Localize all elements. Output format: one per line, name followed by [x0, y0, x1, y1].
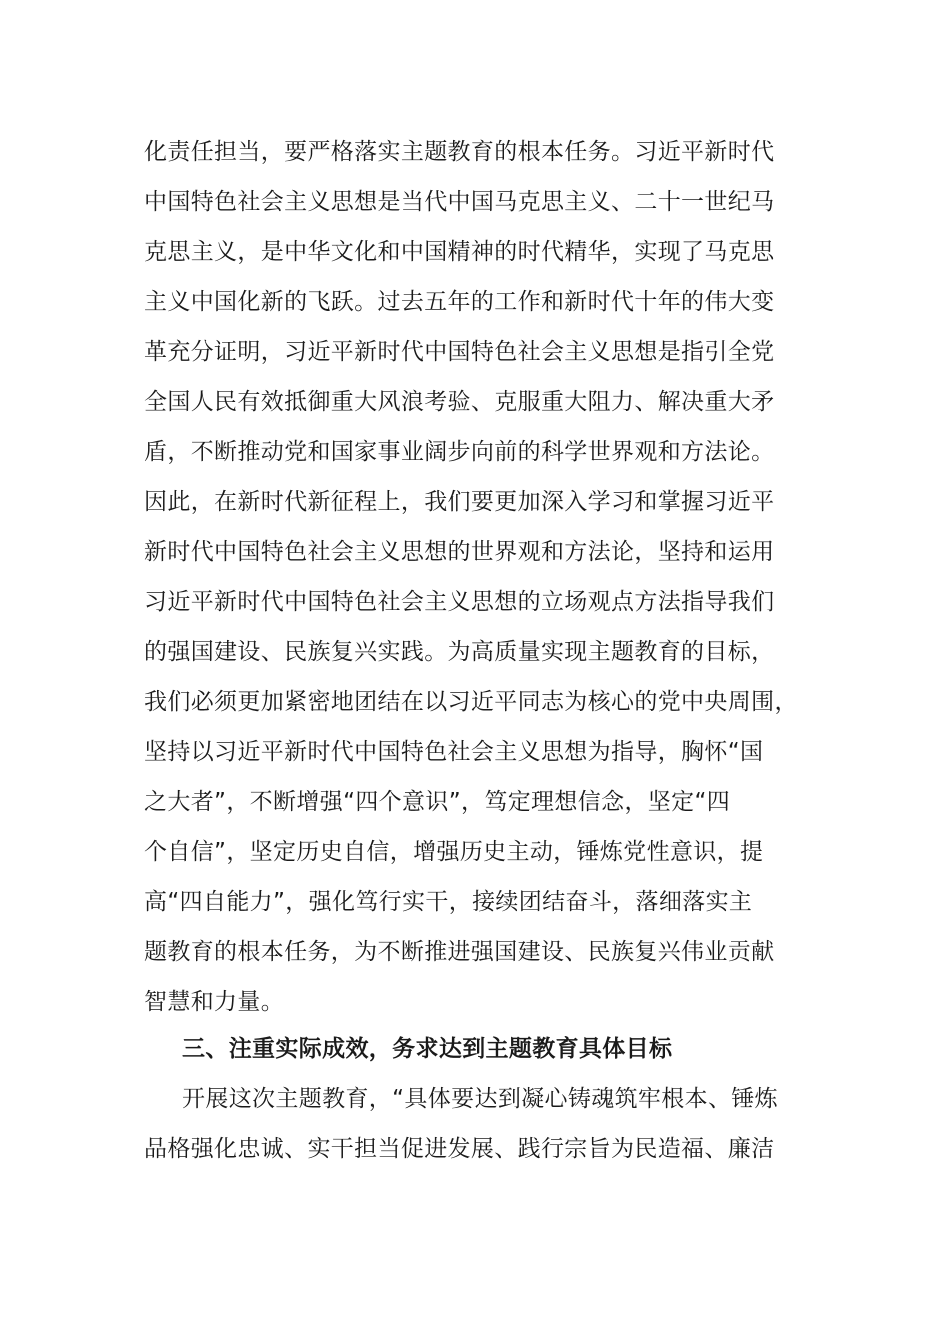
text-line: 个自信”，坚定历史自信，增强历史主动，锤炼党性意识，提 — [144, 839, 764, 865]
body-paragraph — [144, 1074, 814, 1174]
text-line: 题教育的根本任务，为不断推进强国建设、民族复兴伟业贡献 — [144, 939, 775, 965]
body-paragraph — [144, 127, 814, 1027]
text-line: 革充分证明，习近平新时代中国特色社会主义思想是指引全党 — [144, 339, 775, 365]
text-line: 之大者”，不断增强“四个意识”，笃定理想信念，坚定“四 — [144, 789, 731, 815]
text-line: 品格强化忠诚、实干担当促进发展、践行宗旨为民造福、廉洁 — [144, 1136, 775, 1162]
section-heading — [182, 1024, 852, 1074]
text-line: 主义中国化新的飞跃。过去五年的工作和新时代十年的伟大变 — [144, 289, 775, 315]
text-line: 开展这次主题教育，“具体要达到凝心铸魂筑牢根本、锤炼 — [182, 1086, 779, 1112]
text-line: 的强国建设、民族复兴实践。为高质量实现主题教育的目标， — [144, 639, 775, 665]
text-line: 习近平新时代中国特色社会主义思想的立场观点方法指导我们 — [144, 589, 775, 615]
text-line: 盾，不断推动党和国家事业阔步向前的科学世界观和方法论。 — [144, 439, 775, 465]
section-heading-text: 三、注重实际成效，务求达到主题教育具体目标 — [182, 1036, 673, 1062]
text-line: 因此，在新时代新征程上，我们要更加深入学习和掌握习近平 — [144, 489, 775, 515]
text-line: 我们必须更加紧密地团结在以习近平同志为核心的党中央周围， — [144, 689, 798, 715]
text-line: 智慧和力量。 — [144, 989, 285, 1015]
text-line: 中国特色社会主义思想是当代中国马克思主义、二十一世纪马 — [144, 189, 775, 215]
text-line: 化责任担当，要严格落实主题教育的根本任务。习近平新时代 — [144, 139, 775, 165]
text-line: 坚持以习近平新时代中国特色社会主义思想为指导，胸怀“国 — [144, 739, 764, 765]
text-line: 新时代中国特色社会主义思想的世界观和方法论，坚持和运用 — [144, 539, 775, 565]
text-line: 高“四自能力”，强化笃行实干，接续团结奋斗，落细落实主 — [144, 889, 753, 915]
text-line: 全国人民有效抵御重大风浪考验、克服重大阻力、解决重大矛 — [144, 389, 775, 415]
text-line: 克思主义，是中华文化和中国精神的时代精华，实现了马克思 — [144, 239, 775, 265]
